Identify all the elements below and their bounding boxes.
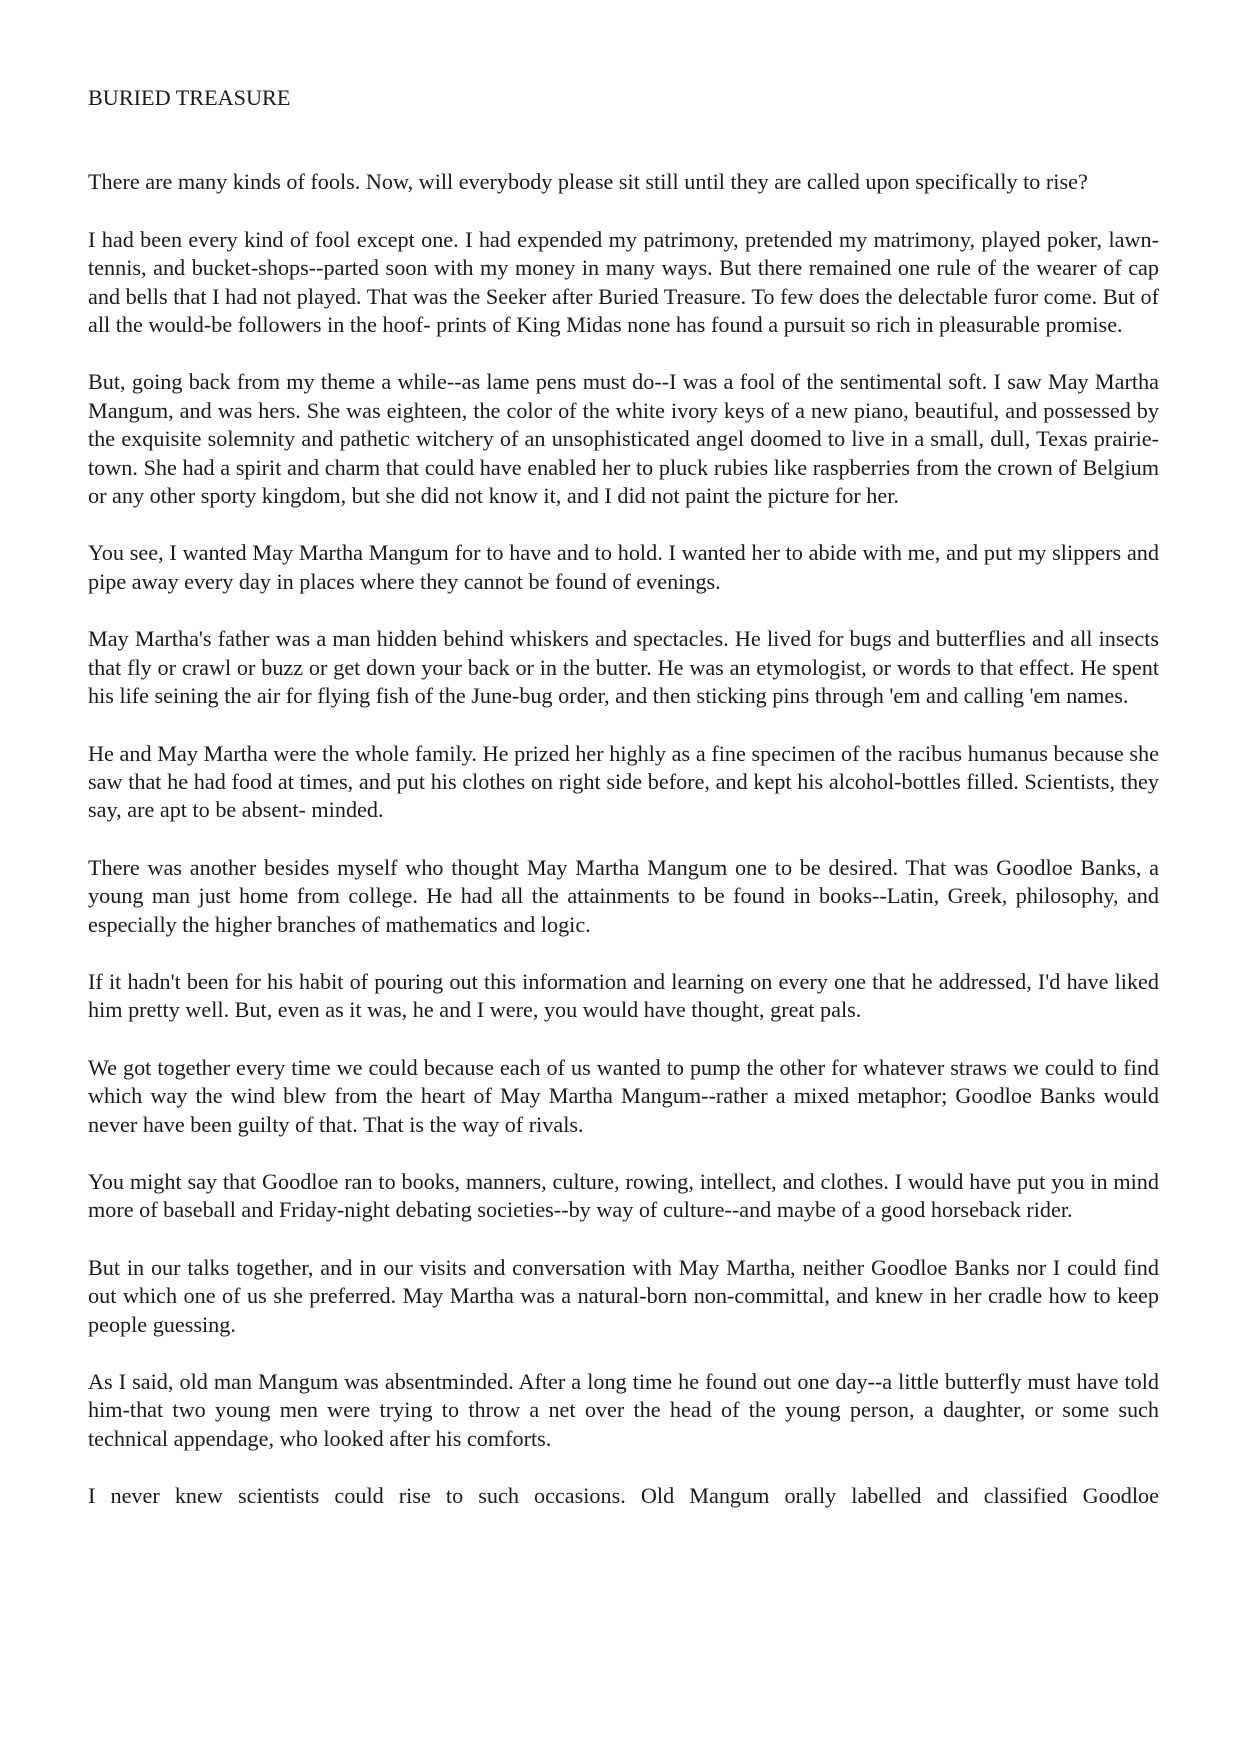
document-page (88, 84, 1159, 1511)
paragraph-3: But, going back from my theme a while--as lame pens must do--I was a fool of the sentimental soft. I saw May Martha Mangum, and was hers. She was eighteen, the color of the white ivory keys of a new piano, beautiful, and possessed by the exquisite solemnity and pathetic witchery of an unsophisticated angel doomed to live in a small, dull, Texas prairie-town. She had a spirit and charm that could have enabled her to pluck rubies like raspberries from the crown of Belgium or any other sporty kingdom, but she did not know it, and I did not paint the picture for her. (88, 369, 1159, 509)
paragraph-8: If it hadn't been for his habit of pouring out this information and learning on every one that he addressed, I'd have liked him pretty well. But, even as it was, he and I were, you would have thought, great pals. (88, 968, 1159, 1023)
paragraph-12: As I said, old man Mangum was absentminded. After a long time he found out one day--a little butterfly must have told him-that two young men were trying to throw a net over the head of the young person, a daughter, or some such technical appendage, who looked after his comforts. (88, 1369, 1159, 1451)
paragraph-13: I never knew scientists could rise to such occasions. Old Mangum orally labelled and classified Goodloe (88, 1483, 1159, 1509)
paragraph-11: But in our talks together, and in our visits and conversation with May Martha, neither Goodloe Banks nor I could find out which one of us she preferred. May Martha was a natural-born non-committal, and knew in her cradle how to keep people guessing. (88, 1254, 1159, 1337)
paragraph-10: You might say that Goodloe ran to books, manners, culture, rowing, intellect, and clothes. I would have put you in mind more of baseball and Friday-night debating societies--by way of culture--and maybe of a good horseback rider. (88, 1168, 1159, 1223)
paragraph-4: You see, I wanted May Martha Mangum for to have and to hold. I wanted her to abide with me, and put my slippers and pipe away every day in places where they cannot be found of evenings. (88, 540, 1159, 594)
paragraph-2: I had been every kind of fool except one. I had expended my patrimony, pretended my matrimony, played poker, lawn-tennis, and bucket-shops--parted soon with my money in many ways. But there remained one rule of the wearer of cap and bells that I had not played. That was the Seeker after Buried Treasure. To few does the delectable furor come. But of all the would-be followers in the hoof- prints of King Midas none has found a pursuit so rich in pleasurable promise. (88, 226, 1159, 338)
paragraph-5: May Martha's father was a man hidden behind whiskers and spectacles. He lived for bugs and butterflies and all insects that fly or crawl or buzz or get down your back or in the butter. He was an etymologist, or words to that effect. He spent his life seining the air for flying fish of the June-bug order, and then sticking pins through 'em and calling 'em names. (88, 626, 1159, 709)
paragraph-1: There are many kinds of fools. Now, will everybody please sit still until they are called upon specifically to rise? (88, 169, 1088, 195)
paragraph-6: He and May Martha were the whole family. He prized her highly as a fine specimen of the racibus humanus because she saw that he had food at times, and put his clothes on right side before, and kept his alcohol-bottles filled. Scientists, they say, are apt to be absent- minded. (88, 740, 1159, 823)
document-title: BURIED TREASURE (88, 85, 291, 110)
paragraph-9: We got together every time we could because each of us wanted to pump the other for whatever straws we could to find which way the wind blew from the heart of May Martha Mangum--rather a mixed metaphor; Goodloe Banks would never have been guilty of that. That is the way of rivals. (88, 1054, 1159, 1137)
paragraph-7: There was another besides myself who thought May Martha Mangum one to be desired. That was Goodloe Banks, a young man just home from college. He had all the attainments to be found in books--Latin, Greek, philosophy, and especially the higher branches of mathematics and logic. (88, 854, 1159, 937)
